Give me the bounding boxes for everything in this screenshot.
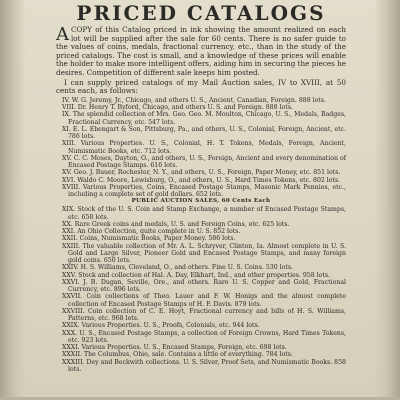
catalog-entry: XXIII. The valuable collection of Mr. A. L. Schryver, Clinton, Ia. Almost complete in U. S. Gold and Large Silver, Pioneer Gold and Encased Postage Stamps, and many foreign gold coins. 650 lots.: [62, 242, 346, 264]
public-auction-subhead: PUBLIC AUCTION SALES, 60 Cents Each: [131, 198, 271, 205]
catalog-entry: XXVII. Coin collections of Theo. Lauer and F. W. Honigs and the almost complete collection of Encased Postage Stamps of H. F. Davis. 879 lots.: [62, 293, 346, 308]
catalog-entry: XXII. Coins, Numismatic Books, Paper Money. 586 lots.: [62, 235, 236, 243]
mail-auction-list: [56, 97, 346, 199]
catalog-entry: XXIX. Various Properties. U. S., Proofs, Colonials, etc. 944 lots.: [62, 322, 260, 330]
catalog-entry: IV. W. G. Jeremy, Jr., Chicago, and others U. S., Ancient, Canadian, Foreign. 888 lots.: [62, 96, 326, 104]
catalog-entry: VIII. Dr. Henry T. Byford, Chicago, and others U. S. and Foreign. 888 lots.: [62, 104, 293, 111]
catalog-entry: XI. E. L. Ebengart & Son, Pittsburg, Pa., and others, U. S., Colonial, Foreign, Ancient, etc. 786 lots.: [62, 125, 346, 140]
catalog-entry: XV. Geo. J. Bauer, Rochester, N. Y., and others, U. S., Foreign, Paper Money, etc. 851 lots.: [62, 169, 341, 177]
public-auction-list: [56, 206, 346, 373]
page-content: [56, 0, 346, 373]
page-shadow-right: [374, 0, 400, 400]
supply-statement: I can supply priced catalogs of my Mail Auction sales, IV to XVIII, at 50 cents each, as follows:: [56, 77, 346, 96]
catalog-entry: XXVIII. Coin collection of C. E. Hoyt, Fractional currency and bills of H. S. Williams, Patterns, etc. 968 lots.: [62, 307, 346, 322]
catalog-entry: XXXI. Various Properties. U. S., Encased Stamps, Foreign, etc. 698 lots.: [62, 344, 287, 351]
catalog-entry: XVIII. Various Properties, Coins, Encased Postage Stamps, Masonic Mark Pennies, etc., including a complete set of gold dollars. 652 lots.: [62, 183, 346, 198]
drop-cap: A: [56, 24, 69, 45]
catalog-entry: XV. C. C. Moses, Dayton, O., and others, U. S., Foreign, Ancient and every denomination of Encased Postage Stamps. 616 lots.: [62, 154, 346, 169]
catalog-entry: XXVI. J. B. Dugan, Seville, Ore., and others. Rare U. S. Copper and Gold, Fractional Currency, etc. 896 lots.: [62, 278, 346, 293]
catalog-entry: XXXIII. Dey and Beckwith collections. U. S. Silver, Proof Sets, and Numismatic Books. 858 lots.: [62, 358, 346, 373]
catalog-entry: XX. Rare Greek coins and medals, U. S. and Foreign Coins, etc. 625 lots.: [62, 220, 290, 228]
page-title: PRICED CATALOGS: [76, 1, 326, 25]
catalog-entry: XIX. Stock of the U. S. Coin and Stamp Exchange, a number of Encased Postage Stamps, etc. 658 lots.: [62, 206, 346, 221]
catalog-entry: XVI. Waldo C. Moore, Lewisburg, O., and others, U. S., Hard Times Tokens, etc. 802 lots.: [62, 176, 341, 184]
catalog-entry: XXIV. H. S. Williams, Cleveland, O., and others. Fine U. S. Coins. 530 lots.: [62, 264, 293, 272]
catalog-entry: XXX. U. S., Encased Postage Stamps, a collection of Foreign Crowns, Hard Times Tokens, etc. 923 lots.: [62, 329, 346, 344]
catalog-entry: XIII. Various Properties. U. S., Colonial, H. T. Tokens, Medals, Foreign, Ancient, Numismatic Books, etc. 712 lots.: [62, 140, 346, 155]
page-shadow-left: [0, 0, 26, 400]
intro-text: COPY of this Catalog priced in ink showing the amount realized on each lot will be supplied after the sale for 60 cents. There is no safer guide to the values of coins, medals, fractional currency, etc., than in the study of the priced catalogs. The cost is small, and a knowledge of these prices will enable the holder to make more intelligent offers, aiding him in securing the pieces he desires. Competition of different sale keeps him posted.: [56, 25, 346, 77]
catalog-entry: IX. The splendid collection of Mrs. Geo. Geo. M. Moulton, Chicago, U. S., Medals, Badges, Fractional Currency, etc. 547 lots.: [62, 111, 346, 126]
catalog-entry: XXI. An Ohio Collection, quite complete in U. S. 852 lots.: [62, 228, 241, 235]
catalog-entry: XXXII. The Columbus, Ohio, sale. Contains a little of everything. 784 lots.: [62, 351, 293, 359]
intro-paragraph: [56, 26, 346, 78]
catalog-entry: XXV. Stock and collection of Hal. A. Day, Elkhart, Ind., and other properties. 958 lots.: [62, 271, 330, 279]
